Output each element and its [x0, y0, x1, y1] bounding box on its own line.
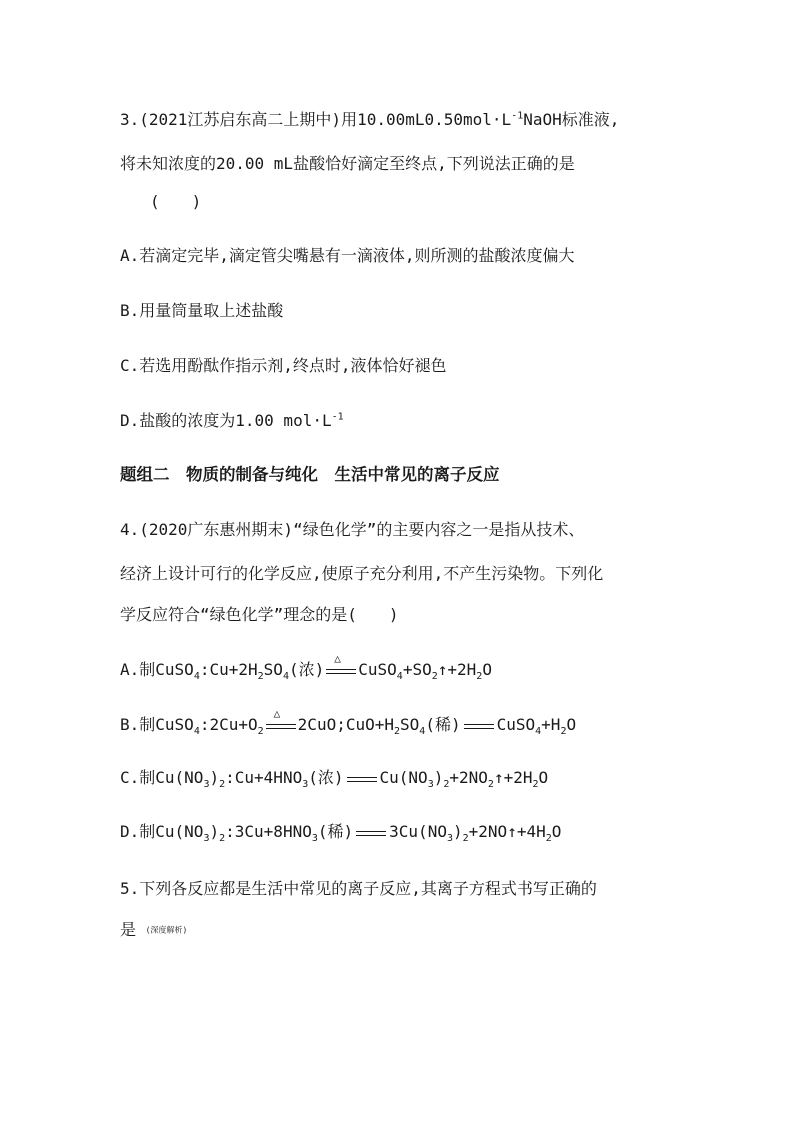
q4-d-1: D.制Cu(NO — [120, 822, 204, 841]
q5-line1: 5.下列各反应都是生活中常见的离子反应,其离子方程式书写正确的 — [120, 879, 597, 898]
q3-stem-text: 3.(2021江苏启东高二上期中)用10.00mL0.50mol·L — [120, 110, 512, 129]
q3-option-c: C.若选用酚酞作指示剂,终点时,液体恰好褪色 — [120, 356, 447, 375]
q4-b-sub2: 2 — [257, 726, 264, 738]
q4-c-sub5: 2 — [443, 779, 450, 791]
q4-c-8: ↑+2H — [493, 768, 533, 787]
q3-option-a: A.若滴定完毕,滴定管尖嘴悬有一滴液体,则所测的盐酸浓度偏大 — [120, 246, 575, 265]
deep-analysis-tag: (深度解析) — [145, 925, 188, 935]
q4-c-sub4: 3 — [427, 779, 434, 791]
q4-d-3: :3Cu+8HNO — [225, 822, 312, 841]
q4-d-8: O — [551, 822, 562, 841]
q4-a-sub2: 2 — [257, 671, 264, 683]
q4-d-sub2: 2 — [219, 833, 226, 845]
q4-d-2: ) — [209, 822, 220, 841]
q4-c-2: ) — [209, 768, 220, 787]
q4-c-sub3: 3 — [302, 779, 309, 791]
q3-option-d-sup: -1 — [331, 411, 344, 423]
q4-option-b — [120, 706, 577, 738]
equals-sign — [347, 772, 377, 786]
q4-a-8: O — [482, 660, 492, 679]
q4-b-1: B.制CuSO — [120, 715, 194, 734]
q4-d-sub6: 2 — [545, 833, 552, 845]
q4-b-8: O — [566, 715, 577, 734]
q4-c-sub2: 2 — [219, 779, 226, 791]
q4-a-3: SO — [263, 660, 283, 679]
q4-line2: 经济上设计可行的化学反应,使原子充分利用,不产生污染物。下列化 — [120, 564, 604, 583]
q4-d-7: +2NO↑+4H — [468, 822, 546, 841]
q4-b-3: 2CuO;CuO+H — [297, 715, 394, 734]
q4-c-6: ) — [433, 768, 444, 787]
q4-a-sub6: 2 — [476, 671, 483, 683]
q4-d-sub1: 3 — [203, 833, 210, 845]
q3-answer-paren: ( ) — [150, 192, 202, 211]
q4-line1: 4.(2020广东惠州期末)“绿色化学”的主要内容之一是指从技术、 — [120, 520, 585, 539]
q4-d-sub3: 3 — [311, 833, 318, 845]
q4-c-5: Cu(NO — [379, 768, 428, 787]
q4-a-sub4: 4 — [396, 671, 403, 683]
q4-c-sub6: 2 — [487, 779, 494, 791]
q3-stem-line2: 将未知浓度的20.00 mL盐酸恰好滴定至终点,下列说法正确的是 — [120, 154, 575, 173]
q3-option-d-text: D.盐酸的浓度为1.00 mol·L — [120, 411, 332, 430]
q4-option-d — [120, 822, 562, 845]
q4-b-sub4: 4 — [419, 726, 426, 738]
q3-option-b: B.用量筒量取上述盐酸 — [120, 301, 284, 320]
q4-b-sub5: 4 — [535, 726, 542, 738]
q4-a-7: ↑+2H — [437, 660, 477, 679]
q4-a-sub3: 4 — [282, 671, 289, 683]
q4-a-sub5: 2 — [431, 671, 438, 683]
q4-d-sub4: 3 — [446, 833, 453, 845]
q4-c-1: C.制Cu(NO — [120, 768, 204, 787]
q4-d-6: ) — [452, 822, 463, 841]
q4-option-a — [120, 651, 492, 683]
q4-d-4: (稀) — [317, 822, 354, 841]
heat-triangle-icon: △ — [334, 651, 341, 665]
q3-unit-sup: -1 — [511, 110, 524, 122]
q4-c-4: (浓) — [308, 768, 344, 787]
q3-stem-end: NaOH标准液, — [523, 110, 620, 129]
q4-option-c — [120, 768, 549, 791]
q4-c-sub7: 2 — [532, 779, 539, 791]
q4-b-7: +H — [541, 715, 561, 734]
equals-sign — [464, 719, 494, 733]
q4-b-4: SO — [400, 715, 420, 734]
q4-b-5: (稀) — [425, 715, 461, 734]
q4-b-sub3: 2 — [394, 726, 401, 738]
q3-option-d — [120, 411, 344, 431]
q5-line2 — [120, 920, 187, 941]
q4-b-2: :2Cu+O — [199, 715, 258, 734]
heat-condition-sign — [326, 651, 356, 678]
q4-b-sub6: 2 — [560, 726, 567, 738]
q4-a-4: (浓) — [288, 660, 325, 679]
q5-line2-text: 是 — [120, 920, 137, 939]
q4-d-5: 3Cu(NO — [389, 822, 447, 841]
q4-a-1: A.制CuSO — [120, 660, 194, 679]
q4-c-9: O — [538, 768, 549, 787]
q4-d-sub5: 2 — [462, 833, 469, 845]
q4-c-sub1: 3 — [203, 779, 210, 791]
q3-stem-line1 — [120, 110, 619, 130]
q4-c-3: :Cu+4HNO — [225, 768, 303, 787]
section-heading: 题组二 物质的制备与纯化 生活中常见的离子反应 — [120, 465, 500, 484]
q4-b-6: CuSO — [496, 715, 536, 734]
q4-a-5: CuSO — [358, 660, 397, 679]
q4-a-sub1: 4 — [193, 671, 200, 683]
equals-sign — [356, 826, 386, 840]
q4-c-7: +2NO — [449, 768, 488, 787]
q4-a-6: +SO — [402, 660, 432, 679]
q4-a-2: :Cu+2H — [199, 660, 258, 679]
heat-condition-sign — [266, 706, 296, 733]
q4-b-sub1: 4 — [193, 726, 200, 738]
heat-triangle-icon: △ — [273, 706, 281, 720]
q4-line3: 学反应符合“绿色化学”理念的是( ) — [120, 605, 399, 624]
